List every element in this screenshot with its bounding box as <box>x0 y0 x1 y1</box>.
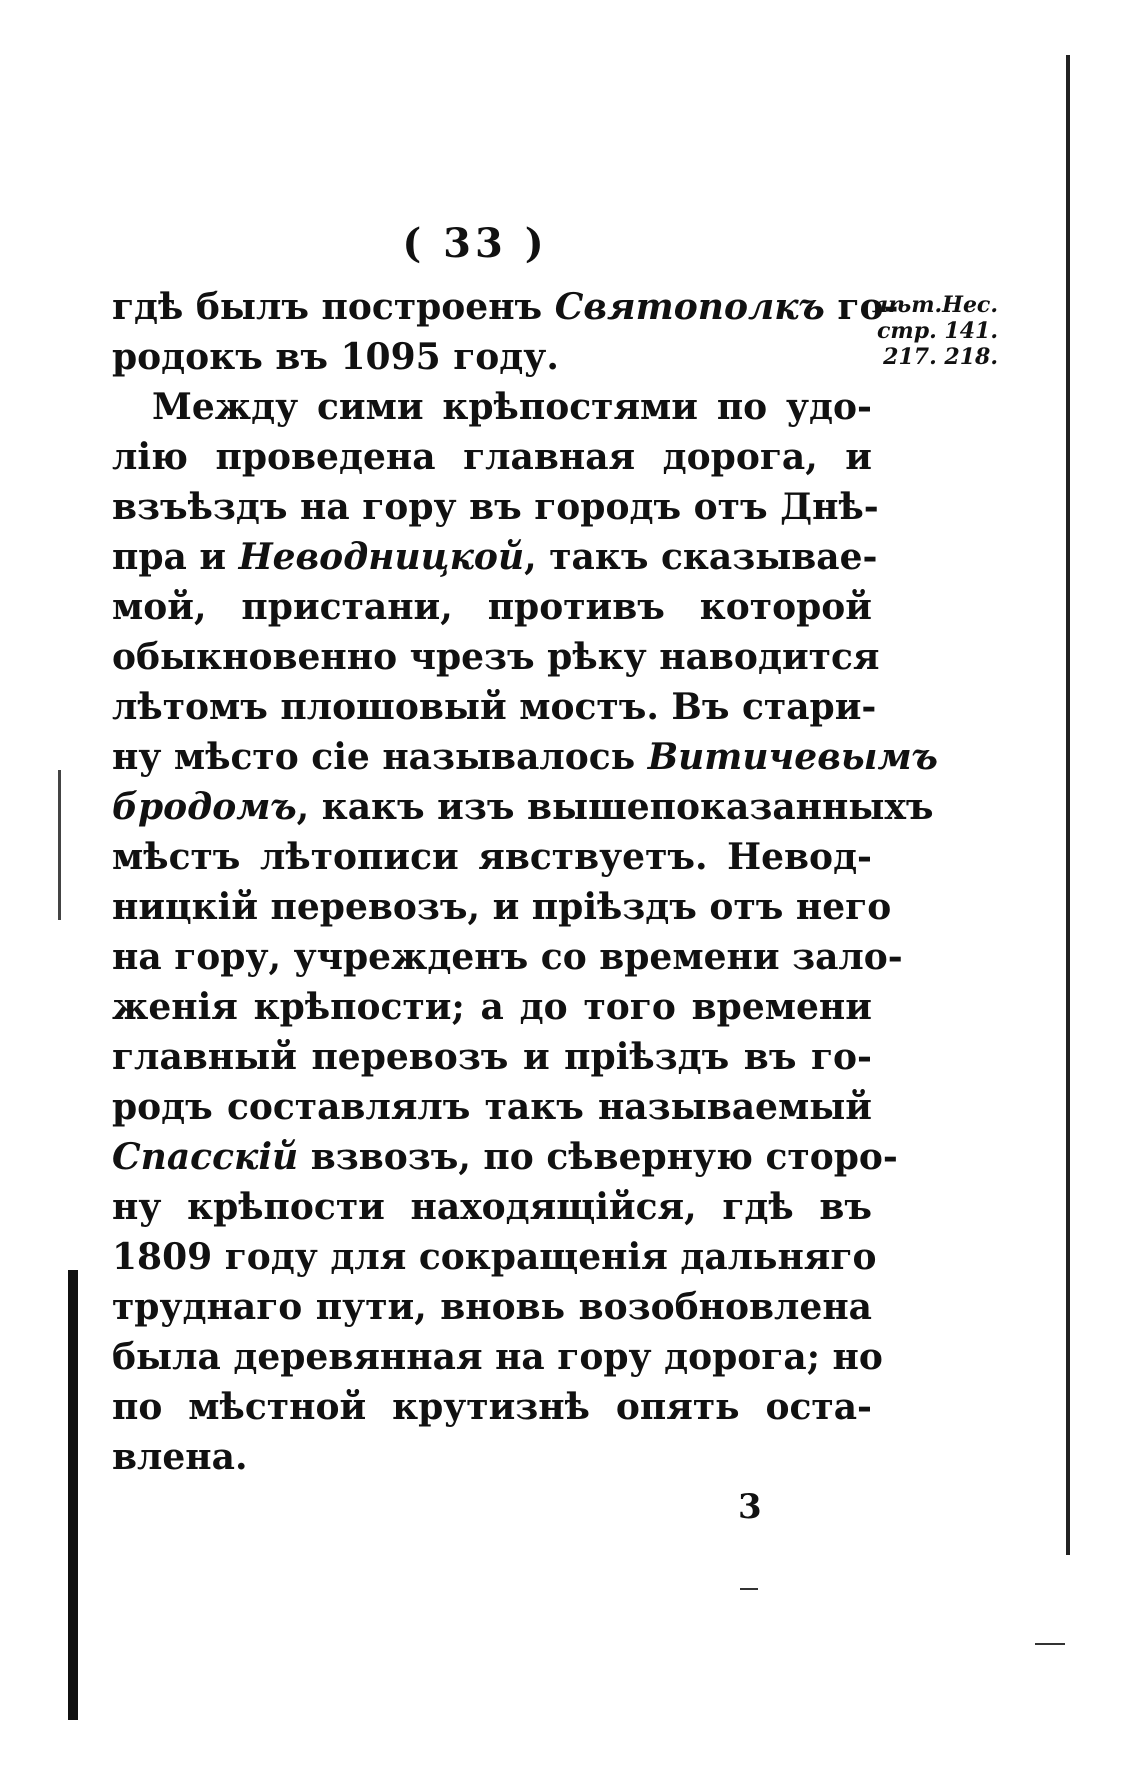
text-run: пра и <box>112 536 239 578</box>
text-run: обыкновенно чрезъ рѣку наводится <box>112 636 880 678</box>
text-line <box>112 1232 877 1282</box>
text-run: ну крѣпости находящійся, гдѣ въ <box>112 1186 872 1228</box>
text-run: влена. <box>112 1436 248 1478</box>
page-number: ( 33 ) <box>402 220 548 267</box>
text-run: женія крѣпости; а до того времени <box>112 986 872 1028</box>
text-line <box>112 832 872 882</box>
italic-name: Спасскій <box>112 1136 299 1178</box>
italic-name: Неводницкой <box>238 536 525 578</box>
text-run: взвозъ, по сѣверную сторо- <box>298 1136 898 1178</box>
text-line <box>112 1382 872 1432</box>
text-run: , такъ сказывае- <box>524 536 878 578</box>
text-line <box>112 1432 872 1482</box>
ink-mark <box>740 1588 758 1590</box>
text-run: го- <box>824 286 899 328</box>
text-line <box>112 482 879 532</box>
margin-note-line: лѣт.Нес. <box>872 292 998 318</box>
text-run: родокъ въ 1095 году. <box>112 336 559 378</box>
text-line <box>112 532 878 582</box>
text-line <box>112 1082 872 1132</box>
ink-mark <box>1035 1643 1065 1645</box>
text-run: гдѣ былъ построенъ <box>112 286 555 328</box>
text-line <box>112 782 934 832</box>
text-line <box>112 1132 898 1182</box>
text-line <box>112 332 872 382</box>
text-line <box>112 732 938 782</box>
italic-name: Святополкъ <box>554 286 825 328</box>
text-run: , какъ изъ вышепоказанныхъ <box>296 786 934 828</box>
text-run: родъ составлялъ такъ называемый <box>112 1086 872 1128</box>
text-run: по мѣстной крутизнѣ опять оста- <box>112 1386 872 1428</box>
text-line <box>112 582 872 632</box>
text-run: мой, пристани, противъ которой <box>112 586 872 628</box>
italic-name: Витичевымъ <box>647 736 938 778</box>
text-line <box>112 632 880 682</box>
signature-mark: 3 <box>738 1487 762 1527</box>
text-line <box>112 882 892 932</box>
text-run: ницкій перевозъ, и пріѣздъ отъ него <box>112 886 892 928</box>
text-run: ну мѣсто сіе называлось <box>112 736 648 778</box>
text-line <box>112 1032 872 1082</box>
text-line <box>112 682 877 732</box>
text-run: лію проведена главная дорога, и <box>112 436 872 478</box>
binding-shadow <box>68 1270 78 1720</box>
text-line <box>112 982 872 1032</box>
text-line <box>112 1182 872 1232</box>
margin-note-line: 217. 218. <box>883 344 998 370</box>
text-run: Между сими крѣпостями по удо- <box>152 386 872 428</box>
text-line <box>112 932 903 982</box>
text-line <box>112 1282 872 1332</box>
text-run: была деревянная на гору дорога; но <box>112 1336 883 1378</box>
text-run: 1809 году для сокращенія дальняго <box>112 1236 877 1278</box>
text-line <box>112 382 872 432</box>
binding-shadow-upper <box>58 770 61 920</box>
text-run: лѣтомъ плошовый мостъ. Въ стари- <box>112 686 877 728</box>
margin-note-line: стр. 141. <box>877 318 998 344</box>
text-run: взъѣздъ на гору въ городъ отъ Днѣ- <box>112 486 879 528</box>
page-edge-line <box>1066 55 1070 1555</box>
text-run: главный перевозъ и пріѣздъ въ го- <box>112 1036 872 1078</box>
text-run: мѣстъ лѣтописи явствуетъ. Невод- <box>112 836 872 878</box>
text-line <box>112 432 872 482</box>
text-run: труднаго пути, вновь возобновлена <box>112 1286 872 1328</box>
italic-name: бродомъ <box>112 786 297 828</box>
text-line <box>112 1332 883 1382</box>
text-run: на гору, учрежденъ со времени зало- <box>112 936 903 978</box>
text-line <box>112 282 899 332</box>
